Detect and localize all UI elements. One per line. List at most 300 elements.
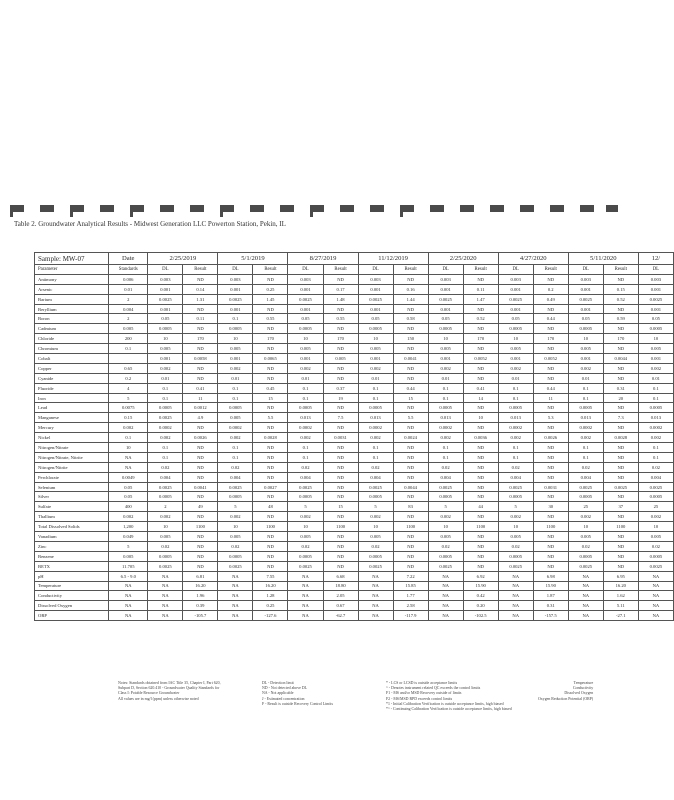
value-cell: ND xyxy=(183,363,218,373)
value-cell: ND xyxy=(533,443,568,453)
value-cell: 0.0044 xyxy=(393,482,428,492)
value-cell: 0.0005 xyxy=(148,403,183,413)
date-header: 2/25/2019 xyxy=(148,253,218,265)
value-cell: 0.004 xyxy=(288,472,323,482)
value-cell: ND xyxy=(463,452,498,462)
value-cell: 0.02 xyxy=(218,541,253,551)
column-header: DL xyxy=(638,265,673,275)
value-cell: 0.005 xyxy=(568,532,603,542)
value-cell: 0.002 xyxy=(638,363,673,373)
value-cell: 0.02 xyxy=(218,462,253,472)
value-cell: 0.41 xyxy=(463,383,498,393)
value-cell: 0.0005 xyxy=(218,403,253,413)
value-cell: 0.1 xyxy=(428,383,463,393)
value-cell: NA xyxy=(109,591,148,601)
table-row xyxy=(35,541,674,551)
value-cell: 0.55 xyxy=(253,314,288,324)
value-cell: 0.0005 xyxy=(638,403,673,413)
value-cell: 0.0041 xyxy=(183,482,218,492)
sample-label: Sample: MW-07 xyxy=(35,253,109,265)
value-cell: 0.013 xyxy=(428,413,463,423)
value-cell: 0.002 xyxy=(498,512,533,522)
value-cell: 0.05 xyxy=(638,314,673,324)
parameter-cell: Dissolved Oxygen xyxy=(35,601,109,611)
value-cell: 1100 xyxy=(463,522,498,532)
value-cell: NA xyxy=(109,452,148,462)
value-cell: 0.002 xyxy=(288,433,323,443)
results-table-container xyxy=(34,252,663,674)
value-cell: 200 xyxy=(109,334,148,344)
value-cell: 0.001 xyxy=(498,284,533,294)
value-cell: ND xyxy=(603,373,638,383)
value-cell: ND xyxy=(323,472,358,482)
value-cell: 0.0024 xyxy=(393,433,428,443)
value-cell: 0.44 xyxy=(533,383,568,393)
value-cell: ND xyxy=(183,443,218,453)
parameter-cell: Nitrogen/Nitrate xyxy=(35,443,109,453)
value-cell: 0.002 xyxy=(568,433,603,443)
value-cell: 1100 xyxy=(183,522,218,532)
value-cell: ND xyxy=(323,274,358,284)
value-cell: 4 xyxy=(109,383,148,393)
value-cell: 10 xyxy=(288,334,323,344)
value-cell: 0.0027 xyxy=(253,482,288,492)
value-cell: 10 xyxy=(498,334,533,344)
parameter-cell: Chromium xyxy=(35,344,109,354)
footnote-line: NA - Not applicable xyxy=(262,691,294,696)
value-cell: ND xyxy=(603,492,638,502)
value-cell: 0.0002 xyxy=(358,423,393,433)
value-cell: 0.005 xyxy=(428,532,463,542)
value-cell: 0.0005 xyxy=(428,403,463,413)
value-cell: ND xyxy=(253,512,288,522)
value-cell: NA xyxy=(148,581,183,591)
value-cell: 5.5 xyxy=(393,413,428,423)
value-cell: ND xyxy=(253,452,288,462)
footnotes-abbreviations xyxy=(262,681,333,707)
value-cell: 1100 xyxy=(323,522,358,532)
value-cell: 0.1 xyxy=(568,443,603,453)
value-cell: 0.005 xyxy=(358,344,393,354)
value-cell: ND xyxy=(603,274,638,284)
value-cell: ND xyxy=(533,304,568,314)
value-cell: NA xyxy=(148,611,183,621)
value-cell: 1.31 xyxy=(183,294,218,304)
value-cell: ND xyxy=(393,443,428,453)
value-cell: ND xyxy=(603,452,638,462)
value-cell: -102.5 xyxy=(463,611,498,621)
value-cell: ND xyxy=(603,423,638,433)
value-cell: 0.1 xyxy=(218,383,253,393)
footnote-line: Subpart D, Section 620.410 - Groundwater Quality Standards for xyxy=(118,686,220,691)
parameter-cell: Beryllium xyxy=(35,304,109,314)
value-cell: ND xyxy=(463,324,498,334)
value-cell: ND xyxy=(323,423,358,433)
value-cell: ND xyxy=(393,472,428,482)
value-cell: 0.005 xyxy=(323,354,358,364)
value-cell: ND xyxy=(183,274,218,284)
value-cell: 0.001 xyxy=(638,284,673,294)
value-cell: 0.1 xyxy=(148,452,183,462)
value-cell: 1.48 xyxy=(323,294,358,304)
value-cell: 0.001 xyxy=(148,354,183,364)
value-cell: 0.25 xyxy=(253,601,288,611)
value-cell: 1.62 xyxy=(603,591,638,601)
value-cell: 0.01 xyxy=(428,373,463,383)
value-cell: 10 xyxy=(218,522,253,532)
value-cell: 0.002 xyxy=(288,512,323,522)
value-cell: 0.02 xyxy=(498,541,533,551)
value-cell: ND xyxy=(533,344,568,354)
value-cell: 0.1 xyxy=(638,383,673,393)
parameter-cell: Cadmium xyxy=(35,324,109,334)
value-cell: 0.01 xyxy=(148,373,183,383)
value-cell: ND xyxy=(323,532,358,542)
value-cell: 11.705 xyxy=(109,561,148,571)
value-cell: ND xyxy=(183,532,218,542)
value-cell: ND xyxy=(393,304,428,314)
value-cell: 10 xyxy=(568,522,603,532)
value-cell: 0.0025 xyxy=(148,561,183,571)
footnote-line: F - Result is outside Recovery Control Limits xyxy=(262,701,334,706)
value-cell: ND xyxy=(463,423,498,433)
value-cell: ND xyxy=(253,274,288,284)
value-cell: 0.15 xyxy=(109,413,148,423)
value-cell: 2 xyxy=(148,502,183,512)
value-cell: 0.01 xyxy=(288,373,323,383)
value-cell: ND xyxy=(183,512,218,522)
parameter-cell: Silver xyxy=(35,492,109,502)
table-row xyxy=(35,433,674,443)
value-cell: ND xyxy=(323,551,358,561)
value-cell: NA xyxy=(218,601,253,611)
value-cell: 15.90 xyxy=(463,581,498,591)
table-title: Table 2. Groundwater Analytical Results - Midwest Generation LLC Powerton Station, Pekin, IL xyxy=(14,220,286,228)
value-cell: 0.005 xyxy=(638,532,673,542)
value-cell: 0.0025 xyxy=(428,294,463,304)
value-cell: 5 xyxy=(428,502,463,512)
value-cell: 0.0044 xyxy=(603,354,638,364)
value-cell: 1,200 xyxy=(109,522,148,532)
value-cell: ND xyxy=(323,373,358,383)
value-cell: 1.96 xyxy=(183,591,218,601)
value-cell: 0.002 xyxy=(148,433,183,443)
value-cell: 1100 xyxy=(253,522,288,532)
value-cell: 0.1 xyxy=(288,452,323,462)
value-cell: 0.0005 xyxy=(498,492,533,502)
parameter-cell: Copper xyxy=(35,363,109,373)
table-row xyxy=(35,482,674,492)
column-header: Result xyxy=(533,265,568,275)
parameter-cell: Lead xyxy=(35,403,109,413)
value-cell: 0.01 xyxy=(109,284,148,294)
value-cell: NA xyxy=(288,571,323,581)
value-cell: NA xyxy=(109,462,148,472)
value-cell: 0.001 xyxy=(428,354,463,364)
value-cell: 0.1 xyxy=(148,443,183,453)
value-cell: 0.0025 xyxy=(498,561,533,571)
table-row xyxy=(35,532,674,542)
value-cell: 0.1 xyxy=(428,393,463,403)
value-cell: 0.02 xyxy=(288,462,323,472)
column-header: DL xyxy=(288,265,323,275)
value-cell: 0.0002 xyxy=(288,423,323,433)
value-cell: 5 xyxy=(218,502,253,512)
value-cell: 0.2 xyxy=(109,373,148,383)
value-cell: 0.002 xyxy=(638,512,673,522)
value-cell: 0.005 xyxy=(218,344,253,354)
value-cell: 0.001 xyxy=(218,304,253,314)
value-cell: 0.0002 xyxy=(428,423,463,433)
value-cell: 0.001 xyxy=(428,304,463,314)
value-cell: 0.1 xyxy=(288,393,323,403)
value-cell: 0.02 xyxy=(358,541,393,551)
date-header: 11/12/2019 xyxy=(358,253,428,265)
value-cell: 0.002 xyxy=(109,423,148,433)
value-cell: ND xyxy=(183,492,218,502)
value-cell: 0.1 xyxy=(428,443,463,453)
value-cell: 0.004 xyxy=(498,472,533,482)
value-cell: 0.02 xyxy=(568,541,603,551)
results-table xyxy=(34,252,674,621)
value-cell: ND xyxy=(253,403,288,413)
footnote-line: * - LCS or LCSD is outside acceptance limits xyxy=(386,681,458,685)
value-cell: 0.013 xyxy=(568,413,603,423)
column-header: DL xyxy=(358,265,393,275)
value-cell: 0.05 xyxy=(568,314,603,324)
value-cell: NA xyxy=(568,571,603,581)
value-cell: 0.005 xyxy=(498,532,533,542)
value-cell: 0.1 xyxy=(568,393,603,403)
value-cell: 16.20 xyxy=(183,581,218,591)
value-cell: 0.001 xyxy=(498,354,533,364)
value-cell: ND xyxy=(323,541,358,551)
table-row xyxy=(35,413,674,423)
value-cell: 0.1 xyxy=(498,383,533,393)
value-cell: 0.0025 xyxy=(148,294,183,304)
value-cell: 0.1 xyxy=(638,393,673,403)
value-cell: 0.0028 xyxy=(253,433,288,443)
value-cell: 0.0025 xyxy=(603,482,638,492)
value-cell: ND xyxy=(323,492,358,502)
table-row xyxy=(35,294,674,304)
value-cell: 0.37 xyxy=(323,383,358,393)
value-cell: ND xyxy=(463,561,498,571)
value-cell: 0.002 xyxy=(218,433,253,443)
value-cell: 0.001 xyxy=(638,304,673,314)
value-cell: ND xyxy=(323,403,358,413)
value-cell: ND xyxy=(183,304,218,314)
value-cell: NA xyxy=(638,611,673,621)
value-cell: 4.9 xyxy=(183,413,218,423)
value-cell: 1100 xyxy=(533,522,568,532)
value-cell: ND xyxy=(603,551,638,561)
value-cell: ND xyxy=(463,512,498,522)
table-row xyxy=(35,314,674,324)
parameter-cell: pH xyxy=(35,571,109,581)
value-cell: 10 xyxy=(218,334,253,344)
value-cell: 0.003 xyxy=(288,274,323,284)
value-cell: 0.004 xyxy=(109,304,148,314)
value-cell: 0.1 xyxy=(358,443,393,453)
value-cell: 0.049 xyxy=(109,532,148,542)
value-cell: 0.16 xyxy=(393,284,428,294)
column-header: Result xyxy=(603,265,638,275)
column-header-row xyxy=(35,265,674,275)
value-cell: 7.3 xyxy=(603,413,638,423)
value-cell: ND xyxy=(463,551,498,561)
value-cell: 1100 xyxy=(393,522,428,532)
value-cell: ND xyxy=(323,324,358,334)
parameter-cell: Barium xyxy=(35,294,109,304)
value-cell: 0.0025 xyxy=(358,482,393,492)
value-cell: 0.001 xyxy=(568,304,603,314)
value-cell: 0.0052 xyxy=(533,354,568,364)
value-cell: ND xyxy=(603,443,638,453)
parameter-cell: Total Dissolved Solids xyxy=(35,522,109,532)
value-cell: 0.42 xyxy=(463,591,498,601)
value-cell: 0.001 xyxy=(358,304,393,314)
value-cell: NA xyxy=(358,571,393,581)
value-cell: 0.0005 xyxy=(428,551,463,561)
value-cell: 0.0005 xyxy=(288,324,323,334)
value-cell: ND xyxy=(183,462,218,472)
footnote-line: *^ - Continuing Calibration Verification is outside acceptance limits, high biased xyxy=(386,707,512,712)
value-cell: 0.0005 xyxy=(428,492,463,502)
column-header: DL xyxy=(498,265,533,275)
value-cell: 0.02 xyxy=(638,541,673,551)
value-cell: ND xyxy=(253,561,288,571)
value-cell: 0.1 xyxy=(148,383,183,393)
value-cell: ND xyxy=(533,462,568,472)
value-cell: 10 xyxy=(109,443,148,453)
value-cell: 0.003 xyxy=(638,274,673,284)
column-header: Result xyxy=(183,265,218,275)
value-cell: 0.004 xyxy=(428,472,463,482)
value-cell: ND xyxy=(183,423,218,433)
table-row xyxy=(35,571,674,581)
value-cell: ND xyxy=(603,532,638,542)
value-cell: 0.0005 xyxy=(218,492,253,502)
value-cell: 15 xyxy=(323,502,358,512)
value-cell: 0.001 xyxy=(358,354,393,364)
value-cell: 0.0028 xyxy=(603,433,638,443)
value-cell: 170 xyxy=(323,334,358,344)
value-cell: NA xyxy=(428,581,463,591)
value-cell: 0.11 xyxy=(463,284,498,294)
value-cell: NA xyxy=(109,601,148,611)
value-cell: 10 xyxy=(428,522,463,532)
value-cell: NA xyxy=(638,571,673,581)
value-cell: ND xyxy=(533,324,568,334)
value-cell: 0.002 xyxy=(428,363,463,373)
value-cell: 0.1 xyxy=(568,383,603,393)
value-cell: 0.002 xyxy=(498,363,533,373)
table-row xyxy=(35,393,674,403)
value-cell: 0.0031 xyxy=(323,433,358,443)
value-cell: 0.1 xyxy=(288,383,323,393)
table-row xyxy=(35,344,674,354)
value-cell: 1.87 xyxy=(533,591,568,601)
footnotes-qualifiers xyxy=(386,681,512,712)
value-cell: 0.013 xyxy=(358,413,393,423)
value-cell: ND xyxy=(253,541,288,551)
value-cell: 10 xyxy=(638,334,673,344)
value-cell: ND xyxy=(393,373,428,383)
value-cell: ND xyxy=(603,344,638,354)
footnote-line: ^ - Denotes instrument related QC exceeds the control limits xyxy=(386,686,481,691)
value-cell: -105.7 xyxy=(183,611,218,621)
value-cell: ND xyxy=(393,532,428,542)
value-cell: 18.80 xyxy=(323,581,358,591)
value-cell: 0.006 xyxy=(109,274,148,284)
value-cell: 0.005 xyxy=(568,344,603,354)
value-cell: 0.11 xyxy=(183,314,218,324)
value-cell: ND xyxy=(183,561,218,571)
value-cell: 0.1 xyxy=(358,393,393,403)
parameter-cell: Boron xyxy=(35,314,109,324)
parameter-cell: Cobalt xyxy=(35,354,109,364)
value-cell: ND xyxy=(253,492,288,502)
value-cell: ND xyxy=(463,363,498,373)
value-cell: 0.0005 xyxy=(498,324,533,334)
value-cell: 0.005 xyxy=(218,413,253,423)
value-cell: 0.0005 xyxy=(358,324,393,334)
value-cell: 20 xyxy=(603,393,638,403)
value-cell: NA xyxy=(148,571,183,581)
value-cell: 0.0025 xyxy=(358,561,393,571)
value-cell: 0.05 xyxy=(358,314,393,324)
value-cell: ND xyxy=(393,423,428,433)
value-cell: ND xyxy=(533,423,568,433)
value-cell: 0.0075 xyxy=(109,403,148,413)
value-cell: 0.005 xyxy=(288,532,323,542)
value-cell: 0.0025 xyxy=(288,482,323,492)
value-cell: ND xyxy=(533,512,568,522)
value-cell: 0.013 xyxy=(288,413,323,423)
value-cell: 0.002 xyxy=(148,512,183,522)
value-cell: ND xyxy=(603,541,638,551)
value-cell: 0.01 xyxy=(498,373,533,383)
value-cell: 0.001 xyxy=(568,354,603,364)
value-cell: 0.1 xyxy=(428,452,463,462)
value-cell: 0.0002 xyxy=(568,423,603,433)
value-cell: 0.1 xyxy=(498,443,533,453)
value-cell: 0.002 xyxy=(498,433,533,443)
column-header: DL xyxy=(428,265,463,275)
value-cell: 0.005 xyxy=(638,344,673,354)
value-cell: 0.41 xyxy=(183,383,218,393)
value-cell: 0.0002 xyxy=(498,423,533,433)
value-cell: 0.001 xyxy=(148,284,183,294)
value-cell: 0.0005 xyxy=(638,492,673,502)
value-cell: 0.59 xyxy=(603,314,638,324)
parameter-cell: ORP xyxy=(35,611,109,621)
value-cell: 0.0005 xyxy=(568,324,603,334)
value-cell: NA xyxy=(218,581,253,591)
value-cell: 14 xyxy=(463,393,498,403)
value-cell: 10 xyxy=(463,413,498,423)
value-cell: 0.002 xyxy=(428,512,463,522)
value-cell: 5 xyxy=(109,393,148,403)
table-row xyxy=(35,363,674,373)
value-cell: 170 xyxy=(183,334,218,344)
column-header: DL xyxy=(568,265,603,275)
date-header: 5/11/2020 xyxy=(568,253,638,265)
value-cell: 15.85 xyxy=(393,581,428,591)
column-header: Standards xyxy=(109,265,148,275)
value-cell: ND xyxy=(323,344,358,354)
